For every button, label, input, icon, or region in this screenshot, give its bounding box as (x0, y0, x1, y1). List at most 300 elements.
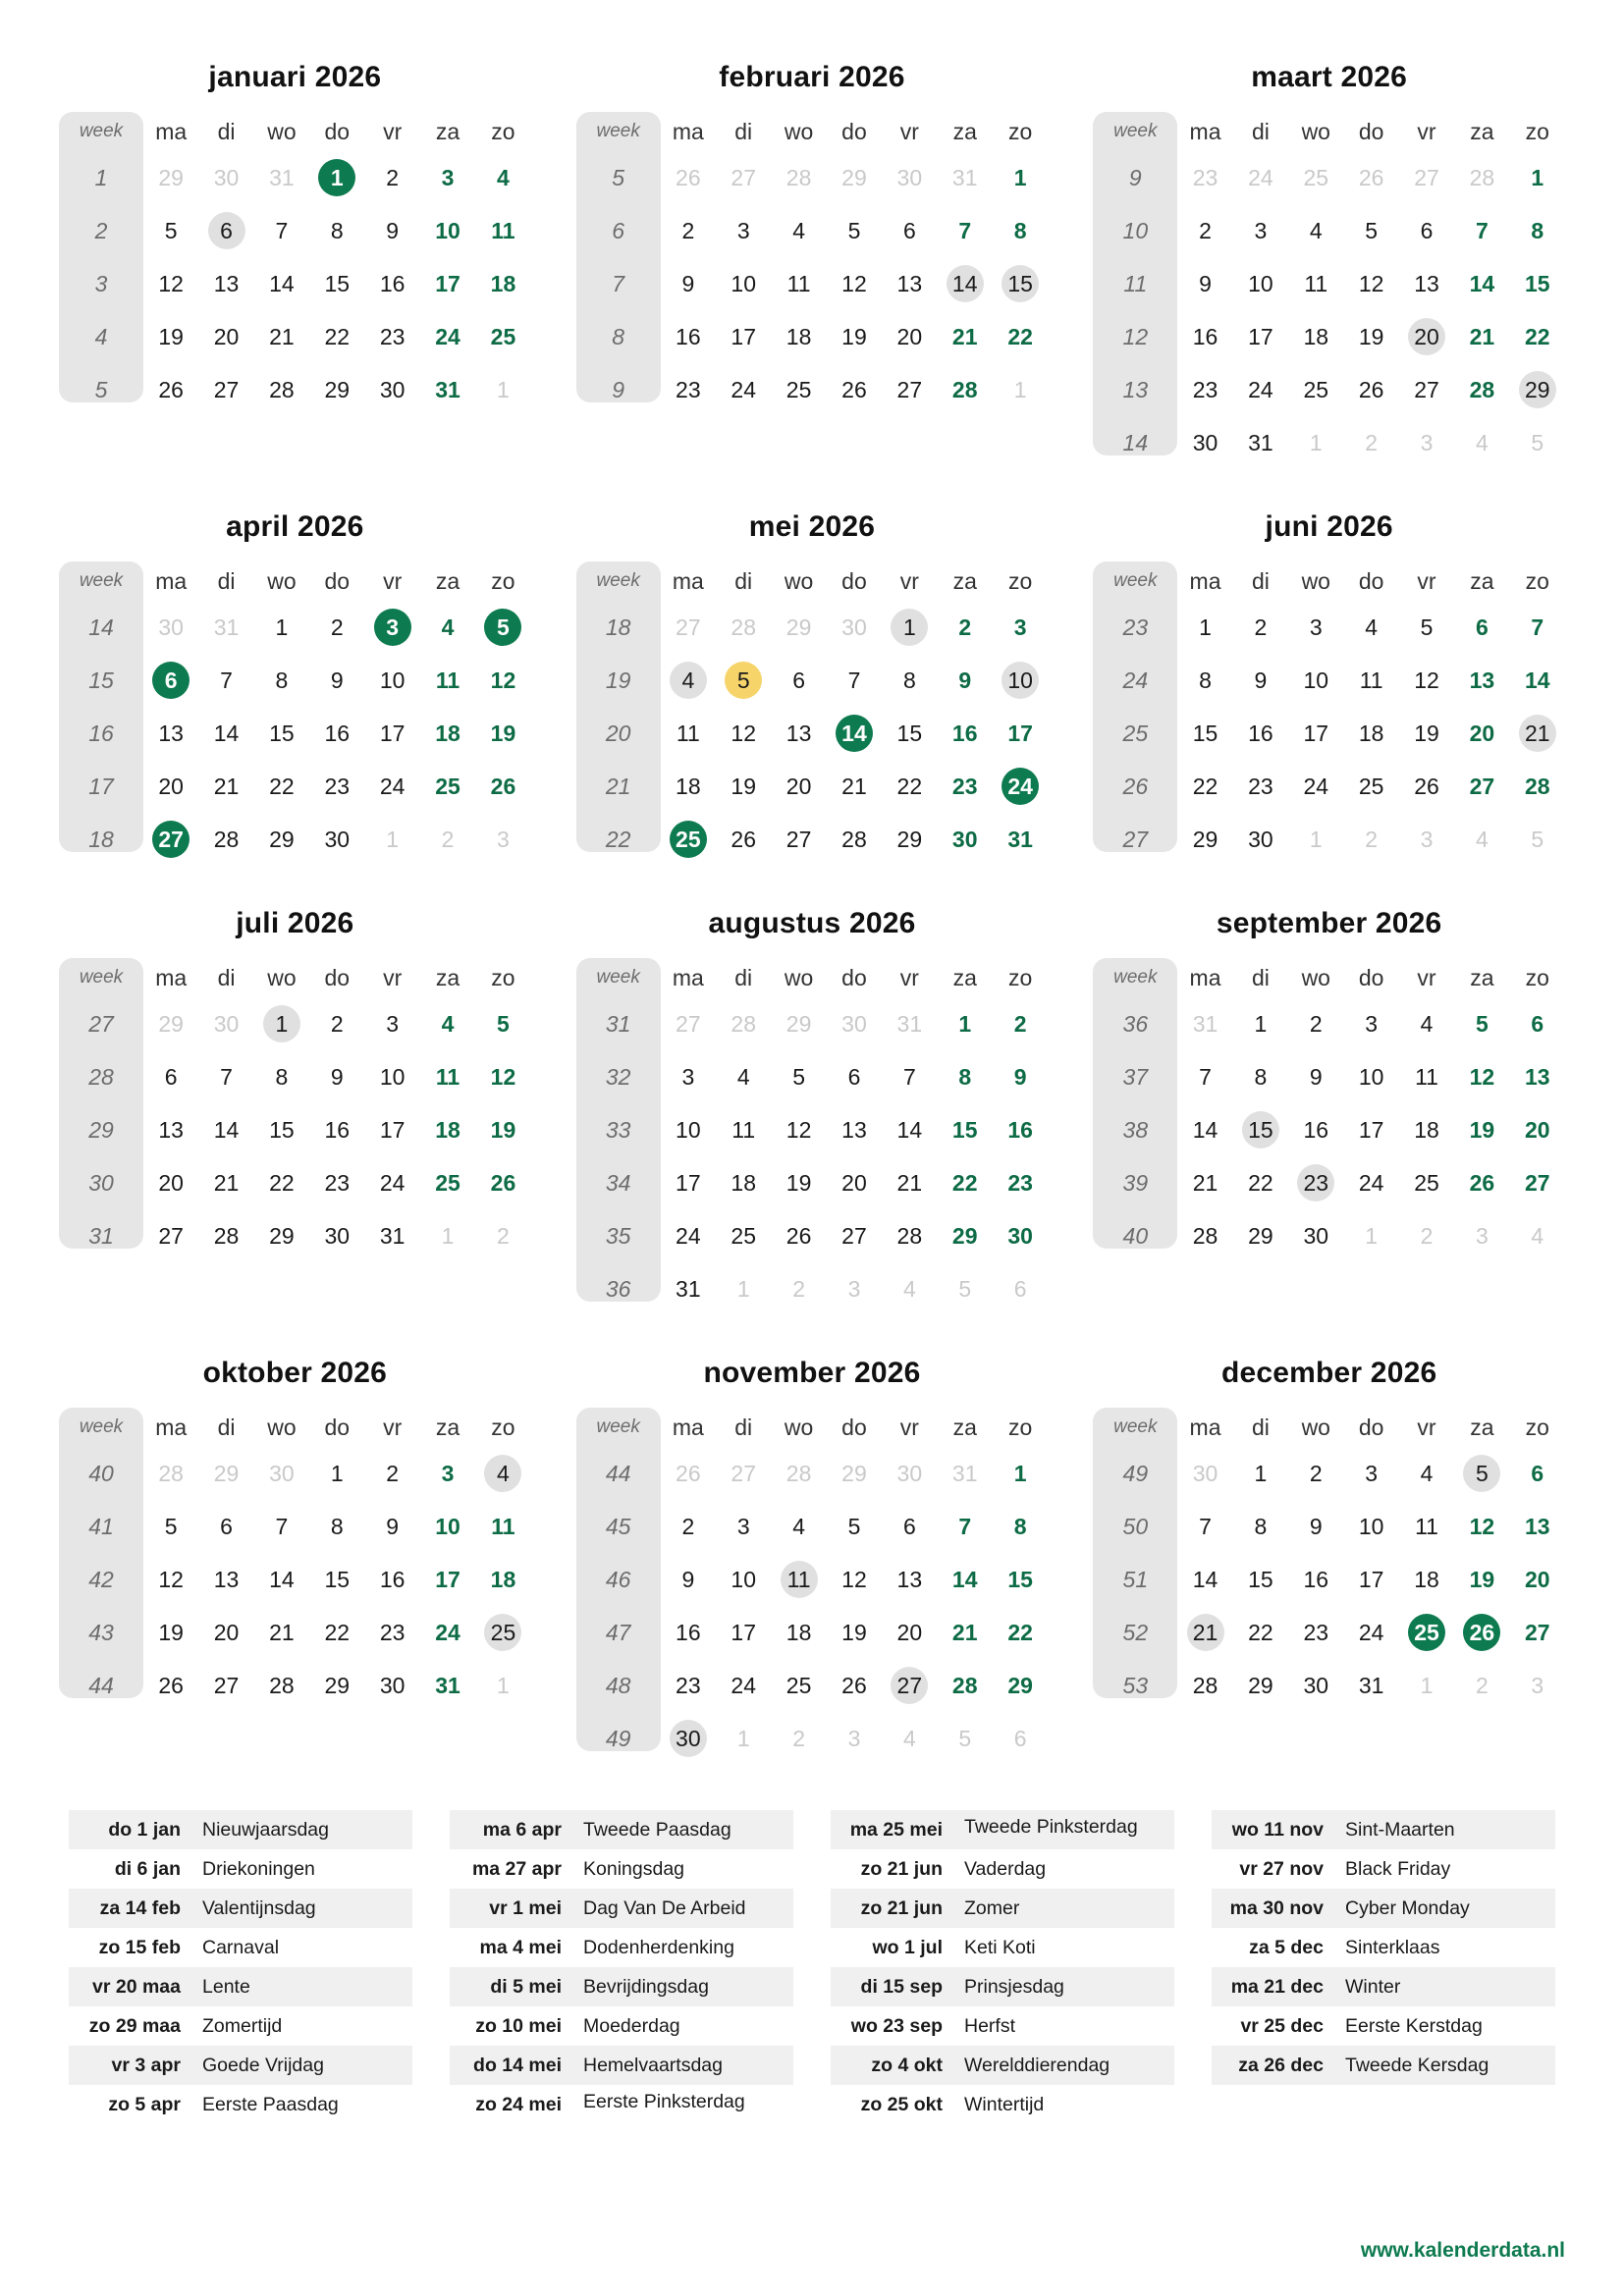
day-cell[interactable]: 7 (275, 217, 289, 243)
day-cell[interactable]: 15 (269, 720, 295, 746)
day-cell[interactable]: 15 (324, 1566, 351, 1592)
day-cell[interactable]: 24 (1248, 164, 1273, 190)
day-cell[interactable]: 26 (158, 1672, 184, 1698)
day-cell[interactable]: 23 (324, 1169, 351, 1196)
day-cell[interactable]: 20 (785, 773, 812, 799)
day-cell[interactable]: 12 (1358, 270, 1384, 296)
day-cell[interactable]: 27 (1414, 376, 1439, 402)
day-cell[interactable]: 2 (1199, 217, 1212, 243)
day-cell[interactable]: 7 (1199, 1513, 1212, 1539)
day-cell[interactable]: 16 (324, 720, 351, 746)
day-cell[interactable]: 26 (676, 1460, 701, 1486)
day-cell[interactable]: 29 (841, 164, 867, 190)
day-cell[interactable]: 28 (213, 826, 240, 852)
day-cell[interactable]: 24 (1358, 1619, 1384, 1645)
day-cell[interactable]: 13 (1524, 1513, 1550, 1539)
day-cell[interactable]: 21 (951, 323, 978, 349)
day-cell[interactable]: 20 (896, 1619, 923, 1645)
day-cell[interactable]: 25 (1303, 164, 1329, 190)
day-cell[interactable] (475, 601, 530, 654)
day-cell[interactable]: 17 (1248, 323, 1273, 349)
day-cell[interactable]: 22 (269, 1169, 295, 1196)
day-cell[interactable]: 27 (676, 1010, 701, 1037)
day-cell[interactable]: 28 (1192, 1222, 1218, 1249)
day-cell[interactable]: 1 (1420, 1672, 1434, 1698)
day-cell[interactable]: 3 (681, 1063, 695, 1090)
day-cell[interactable]: 7 (275, 1513, 289, 1539)
day-cell[interactable]: 23 (1007, 1169, 1033, 1196)
day-cell[interactable]: 16 (676, 323, 701, 349)
day-cell[interactable] (661, 654, 716, 707)
day-cell[interactable]: 9 (958, 667, 972, 693)
day-cell[interactable]: 12 (490, 1063, 516, 1090)
day-cell[interactable]: 11 (676, 720, 700, 746)
day-cell[interactable]: 27 (1414, 164, 1439, 190)
day-cell[interactable] (1399, 310, 1454, 363)
day-cell[interactable]: 18 (785, 1619, 812, 1645)
day-cell[interactable]: 10 (1303, 667, 1329, 693)
day-cell[interactable]: 19 (490, 1116, 516, 1143)
day-cell[interactable]: 19 (841, 323, 867, 349)
day-cell[interactable]: 8 (1013, 1513, 1027, 1539)
day-cell[interactable] (1399, 1606, 1454, 1659)
day-cell[interactable]: 21 (1469, 323, 1495, 349)
day-cell[interactable]: 19 (158, 323, 184, 349)
day-cell[interactable]: 28 (731, 1010, 757, 1037)
day-cell[interactable]: 29 (269, 826, 295, 852)
day-cell[interactable]: 20 (841, 1169, 867, 1196)
day-cell[interactable]: 14 (213, 1116, 240, 1143)
day-cell[interactable]: 19 (1358, 323, 1384, 349)
day-cell[interactable]: 16 (1192, 323, 1218, 349)
day-cell[interactable]: 19 (490, 720, 516, 746)
day-cell[interactable]: 22 (324, 1619, 351, 1645)
day-cell[interactable]: 22 (1524, 323, 1550, 349)
day-cell[interactable]: 30 (896, 1460, 923, 1486)
day-cell[interactable] (661, 1712, 716, 1765)
day-cell[interactable]: 14 (1524, 667, 1550, 693)
day-cell[interactable]: 17 (1358, 1116, 1384, 1143)
day-cell[interactable]: 10 (1248, 270, 1273, 296)
day-cell[interactable]: 12 (490, 667, 516, 693)
day-cell[interactable]: 14 (1192, 1566, 1218, 1592)
day-cell[interactable]: 13 (213, 1566, 240, 1592)
day-cell[interactable]: 3 (1365, 1460, 1379, 1486)
day-cell[interactable]: 30 (896, 164, 923, 190)
day-cell[interactable]: 1 (1199, 614, 1212, 640)
day-cell[interactable]: 23 (1248, 773, 1273, 799)
day-cell[interactable]: 29 (896, 826, 923, 852)
day-cell[interactable]: 29 (158, 1010, 184, 1037)
day-cell[interactable] (661, 813, 716, 866)
day-cell[interactable]: 22 (269, 773, 295, 799)
day-cell[interactable]: 15 (951, 1116, 978, 1143)
day-cell[interactable]: 27 (785, 826, 812, 852)
day-cell[interactable]: 6 (902, 217, 916, 243)
day-cell[interactable]: 13 (1414, 270, 1439, 296)
day-cell[interactable]: 18 (785, 323, 812, 349)
day-cell[interactable]: 3 (1013, 614, 1027, 640)
day-cell[interactable]: 18 (435, 720, 460, 746)
day-cell[interactable]: 31 (951, 164, 978, 190)
day-cell[interactable] (771, 1553, 826, 1606)
day-cell[interactable]: 5 (164, 217, 178, 243)
day-cell[interactable]: 17 (676, 1169, 701, 1196)
day-cell[interactable]: 18 (490, 1566, 516, 1592)
day-cell[interactable]: 16 (379, 270, 406, 296)
day-cell[interactable]: 31 (379, 1222, 406, 1249)
day-cell[interactable]: 23 (379, 1619, 406, 1645)
day-cell[interactable]: 29 (324, 1672, 351, 1698)
day-cell[interactable] (993, 760, 1048, 813)
day-cell[interactable]: 6 (1531, 1460, 1544, 1486)
day-cell[interactable]: 24 (379, 773, 406, 799)
day-cell[interactable]: 7 (220, 667, 233, 693)
day-cell[interactable]: 22 (951, 1169, 978, 1196)
day-cell[interactable]: 11 (1415, 1513, 1438, 1539)
day-cell[interactable]: 30 (158, 614, 184, 640)
day-cell[interactable]: 18 (435, 1116, 460, 1143)
day-cell[interactable]: 31 (1248, 429, 1273, 455)
day-cell[interactable]: 24 (435, 323, 460, 349)
day-cell[interactable]: 3 (1309, 614, 1323, 640)
day-cell[interactable]: 20 (1524, 1116, 1550, 1143)
day-cell[interactable]: 28 (1469, 164, 1495, 190)
day-cell[interactable]: 1 (275, 614, 289, 640)
day-cell[interactable]: 14 (269, 1566, 295, 1592)
day-cell[interactable]: 9 (386, 1513, 400, 1539)
day-cell[interactable]: 26 (158, 376, 184, 402)
day-cell[interactable]: 3 (1365, 1010, 1379, 1037)
day-cell[interactable]: 5 (847, 1513, 861, 1539)
day-cell[interactable]: 18 (1414, 1566, 1439, 1592)
day-cell[interactable]: 11 (1304, 270, 1328, 296)
day-cell[interactable]: 3 (1420, 429, 1434, 455)
day-cell[interactable]: 7 (1199, 1063, 1212, 1090)
day-cell[interactable]: 6 (1013, 1275, 1027, 1302)
day-cell[interactable]: 21 (269, 323, 295, 349)
day-cell[interactable]: 27 (731, 1460, 757, 1486)
day-cell[interactable]: 22 (1192, 773, 1218, 799)
day-cell[interactable]: 14 (213, 720, 240, 746)
day-cell[interactable]: 31 (1192, 1010, 1218, 1037)
day-cell[interactable]: 13 (1469, 667, 1495, 693)
day-cell[interactable]: 31 (951, 1460, 978, 1486)
day-cell[interactable]: 29 (785, 614, 812, 640)
day-cell[interactable]: 18 (676, 773, 701, 799)
day-cell[interactable]: 28 (896, 1222, 923, 1249)
day-cell[interactable]: 9 (1013, 1063, 1027, 1090)
day-cell[interactable]: 1 (736, 1725, 750, 1751)
day-cell[interactable]: 16 (951, 720, 978, 746)
day-cell[interactable]: 30 (1007, 1222, 1033, 1249)
day-cell[interactable]: 30 (379, 376, 406, 402)
day-cell[interactable]: 17 (1358, 1566, 1384, 1592)
day-cell[interactable]: 28 (951, 376, 978, 402)
day-cell[interactable]: 2 (1365, 826, 1379, 852)
day-cell[interactable]: 5 (958, 1725, 972, 1751)
day-cell[interactable]: 18 (490, 270, 516, 296)
day-cell[interactable]: 4 (736, 1063, 750, 1090)
day-cell[interactable]: 2 (1420, 1222, 1434, 1249)
day-cell[interactable]: 10 (435, 1513, 460, 1539)
day-cell[interactable]: 3 (1420, 826, 1434, 852)
day-cell[interactable]: 21 (213, 1169, 240, 1196)
day-cell[interactable]: 27 (213, 1672, 240, 1698)
day-cell[interactable]: 18 (1303, 323, 1329, 349)
day-cell[interactable]: 28 (785, 1460, 812, 1486)
day-cell[interactable]: 30 (1303, 1672, 1329, 1698)
day-cell[interactable] (254, 997, 309, 1050)
day-cell[interactable]: 7 (220, 1063, 233, 1090)
day-cell[interactable]: 1 (497, 1672, 510, 1698)
day-cell[interactable]: 7 (1475, 217, 1489, 243)
day-cell[interactable]: 14 (1192, 1116, 1218, 1143)
day-cell[interactable]: 1 (441, 1222, 455, 1249)
day-cell[interactable]: 4 (1420, 1010, 1434, 1037)
day-cell[interactable]: 4 (1365, 614, 1379, 640)
day-cell[interactable]: 10 (1358, 1513, 1384, 1539)
day-cell[interactable]: 16 (1303, 1566, 1329, 1592)
day-cell[interactable]: 26 (1414, 773, 1439, 799)
day-cell[interactable]: 26 (731, 826, 757, 852)
day-cell[interactable]: 10 (379, 667, 406, 693)
day-cell[interactable]: 17 (435, 270, 460, 296)
day-cell[interactable]: 8 (1254, 1063, 1268, 1090)
day-cell[interactable]: 25 (785, 1672, 812, 1698)
day-cell[interactable]: 9 (681, 1566, 695, 1592)
day-cell[interactable]: 27 (1469, 773, 1495, 799)
day-cell[interactable]: 25 (435, 1169, 460, 1196)
day-cell[interactable]: 25 (1303, 376, 1329, 402)
day-cell[interactable]: 5 (164, 1513, 178, 1539)
day-cell[interactable]: 2 (1254, 614, 1268, 640)
day-cell[interactable]: 30 (213, 164, 240, 190)
day-cell[interactable] (1177, 1606, 1232, 1659)
day-cell[interactable]: 18 (1414, 1116, 1439, 1143)
day-cell[interactable]: 27 (731, 164, 757, 190)
day-cell[interactable]: 26 (1358, 164, 1384, 190)
day-cell[interactable]: 19 (785, 1169, 812, 1196)
day-cell[interactable]: 4 (792, 1513, 805, 1539)
day-cell[interactable]: 2 (1365, 429, 1379, 455)
day-cell[interactable]: 24 (1248, 376, 1273, 402)
day-cell[interactable]: 6 (1475, 614, 1489, 640)
day-cell[interactable]: 6 (792, 667, 805, 693)
day-cell[interactable]: 17 (1007, 720, 1033, 746)
day-cell[interactable]: 10 (379, 1063, 406, 1090)
day-cell[interactable]: 29 (841, 1460, 867, 1486)
day-cell[interactable]: 17 (435, 1566, 460, 1592)
day-cell[interactable]: 4 (1309, 217, 1323, 243)
day-cell[interactable]: 1 (330, 1460, 344, 1486)
day-cell[interactable]: 8 (330, 1513, 344, 1539)
day-cell[interactable]: 28 (951, 1672, 978, 1698)
day-cell[interactable]: 12 (1469, 1513, 1495, 1539)
day-cell[interactable] (365, 601, 420, 654)
day-cell[interactable]: 24 (731, 1672, 757, 1698)
day-cell[interactable]: 12 (841, 1566, 867, 1592)
day-cell[interactable]: 1 (1309, 429, 1323, 455)
day-cell[interactable]: 16 (1007, 1116, 1033, 1143)
day-cell[interactable]: 15 (1007, 1566, 1033, 1592)
day-cell[interactable]: 23 (676, 376, 701, 402)
day-cell[interactable]: 12 (785, 1116, 812, 1143)
day-cell[interactable]: 1 (1013, 1460, 1027, 1486)
day-cell[interactable]: 2 (441, 826, 455, 852)
day-cell[interactable] (993, 654, 1048, 707)
day-cell[interactable]: 1 (958, 1010, 972, 1037)
day-cell[interactable]: 20 (1469, 720, 1495, 746)
day-cell[interactable]: 25 (785, 376, 812, 402)
day-cell[interactable]: 15 (1192, 720, 1218, 746)
day-cell[interactable] (198, 204, 253, 257)
day-cell[interactable]: 24 (435, 1619, 460, 1645)
day-cell[interactable]: 29 (269, 1222, 295, 1249)
day-cell[interactable] (827, 707, 882, 760)
day-cell[interactable]: 19 (1414, 720, 1439, 746)
day-cell[interactable]: 12 (1469, 1063, 1495, 1090)
day-cell[interactable] (143, 813, 198, 866)
day-cell[interactable]: 27 (841, 1222, 867, 1249)
day-cell[interactable]: 30 (324, 826, 351, 852)
day-cell[interactable]: 1 (1013, 376, 1027, 402)
day-cell[interactable]: 7 (958, 1513, 972, 1539)
day-cell[interactable]: 4 (1475, 429, 1489, 455)
day-cell[interactable]: 26 (1469, 1169, 1495, 1196)
day-cell[interactable]: 13 (896, 1566, 923, 1592)
day-cell[interactable]: 20 (896, 323, 923, 349)
day-cell[interactable]: 13 (1524, 1063, 1550, 1090)
day-cell[interactable]: 28 (158, 1460, 184, 1486)
day-cell[interactable]: 13 (896, 270, 923, 296)
day-cell[interactable]: 12 (841, 270, 867, 296)
day-cell[interactable]: 29 (158, 164, 184, 190)
day-cell[interactable]: 11 (786, 270, 811, 296)
day-cell[interactable]: 30 (213, 1010, 240, 1037)
day-cell[interactable]: 30 (379, 1672, 406, 1698)
day-cell[interactable]: 27 (158, 1222, 184, 1249)
day-cell[interactable]: 23 (1303, 1619, 1329, 1645)
day-cell[interactable]: 24 (676, 1222, 701, 1249)
day-cell[interactable]: 2 (792, 1725, 805, 1751)
day-cell[interactable]: 2 (1309, 1460, 1323, 1486)
day-cell[interactable]: 1 (1531, 164, 1544, 190)
day-cell[interactable]: 27 (676, 614, 701, 640)
day-cell[interactable]: 1 (1254, 1460, 1268, 1486)
day-cell[interactable]: 6 (1420, 217, 1434, 243)
day-cell[interactable]: 26 (841, 376, 867, 402)
day-cell[interactable]: 10 (1358, 1063, 1384, 1090)
day-cell[interactable]: 13 (785, 720, 812, 746)
day-cell[interactable]: 8 (1531, 217, 1544, 243)
day-cell[interactable]: 31 (435, 1672, 460, 1698)
day-cell[interactable]: 4 (1531, 1222, 1544, 1249)
day-cell[interactable]: 11 (435, 667, 460, 693)
day-cell[interactable]: 15 (896, 720, 923, 746)
day-cell[interactable]: 5 (1365, 217, 1379, 243)
day-cell[interactable]: 19 (1469, 1566, 1495, 1592)
day-cell[interactable]: 3 (736, 1513, 750, 1539)
day-cell[interactable]: 2 (792, 1275, 805, 1302)
day-cell[interactable]: 29 (1248, 1672, 1273, 1698)
day-cell[interactable]: 25 (435, 773, 460, 799)
day-cell[interactable]: 10 (435, 217, 460, 243)
day-cell[interactable]: 21 (951, 1619, 978, 1645)
day-cell[interactable]: 17 (379, 1116, 406, 1143)
day-cell[interactable]: 21 (213, 773, 240, 799)
day-cell[interactable]: 24 (1303, 773, 1329, 799)
day-cell[interactable]: 1 (386, 826, 400, 852)
day-cell[interactable]: 8 (1013, 217, 1027, 243)
day-cell[interactable]: 13 (158, 1116, 184, 1143)
day-cell[interactable]: 21 (1192, 1169, 1218, 1196)
day-cell[interactable] (882, 601, 937, 654)
day-cell[interactable]: 31 (269, 164, 295, 190)
day-cell[interactable]: 14 (269, 270, 295, 296)
day-cell[interactable]: 8 (902, 667, 916, 693)
day-cell[interactable]: 3 (1531, 1672, 1544, 1698)
day-cell[interactable]: 22 (896, 773, 923, 799)
day-cell[interactable]: 4 (497, 164, 510, 190)
day-cell[interactable]: 2 (681, 1513, 695, 1539)
day-cell[interactable]: 4 (902, 1275, 916, 1302)
day-cell[interactable]: 29 (1248, 1222, 1273, 1249)
day-cell[interactable] (1510, 707, 1565, 760)
day-cell[interactable]: 9 (681, 270, 695, 296)
day-cell[interactable]: 31 (896, 1010, 923, 1037)
day-cell[interactable]: 20 (158, 773, 184, 799)
day-cell[interactable]: 4 (1475, 826, 1489, 852)
day-cell[interactable]: 7 (847, 667, 861, 693)
day-cell[interactable]: 8 (958, 1063, 972, 1090)
day-cell[interactable]: 29 (1192, 826, 1218, 852)
day-cell[interactable]: 12 (158, 270, 184, 296)
day-cell[interactable]: 8 (275, 1063, 289, 1090)
day-cell[interactable]: 28 (269, 376, 295, 402)
day-cell[interactable]: 2 (330, 1010, 344, 1037)
day-cell[interactable]: 20 (1524, 1566, 1550, 1592)
day-cell[interactable]: 30 (1248, 826, 1273, 852)
day-cell[interactable]: 12 (731, 720, 757, 746)
day-cell[interactable]: 6 (1531, 1010, 1544, 1037)
day-cell[interactable]: 18 (731, 1169, 757, 1196)
day-cell[interactable]: 22 (1248, 1619, 1273, 1645)
day-cell[interactable]: 1 (1309, 826, 1323, 852)
day-cell[interactable]: 8 (275, 667, 289, 693)
day-cell[interactable]: 11 (731, 1116, 756, 1143)
day-cell[interactable]: 2 (386, 1460, 400, 1486)
day-cell[interactable]: 2 (958, 614, 972, 640)
day-cell[interactable]: 2 (497, 1222, 510, 1249)
day-cell[interactable]: 22 (324, 323, 351, 349)
day-cell[interactable]: 6 (847, 1063, 861, 1090)
day-cell[interactable]: 28 (1524, 773, 1550, 799)
day-cell[interactable]: 9 (1309, 1513, 1323, 1539)
day-cell[interactable]: 29 (785, 1010, 812, 1037)
day-cell[interactable]: 9 (1309, 1063, 1323, 1090)
day-cell[interactable]: 29 (1007, 1672, 1033, 1698)
day-cell[interactable]: 8 (330, 217, 344, 243)
day-cell[interactable] (1233, 1103, 1288, 1156)
day-cell[interactable]: 5 (1475, 1010, 1489, 1037)
day-cell[interactable]: 13 (158, 720, 184, 746)
day-cell[interactable]: 30 (841, 1010, 867, 1037)
day-cell[interactable]: 4 (792, 217, 805, 243)
site-url[interactable]: www.kalenderdata.nl (1360, 2239, 1565, 2262)
day-cell[interactable]: 28 (269, 1672, 295, 1698)
day-cell[interactable]: 21 (269, 1619, 295, 1645)
